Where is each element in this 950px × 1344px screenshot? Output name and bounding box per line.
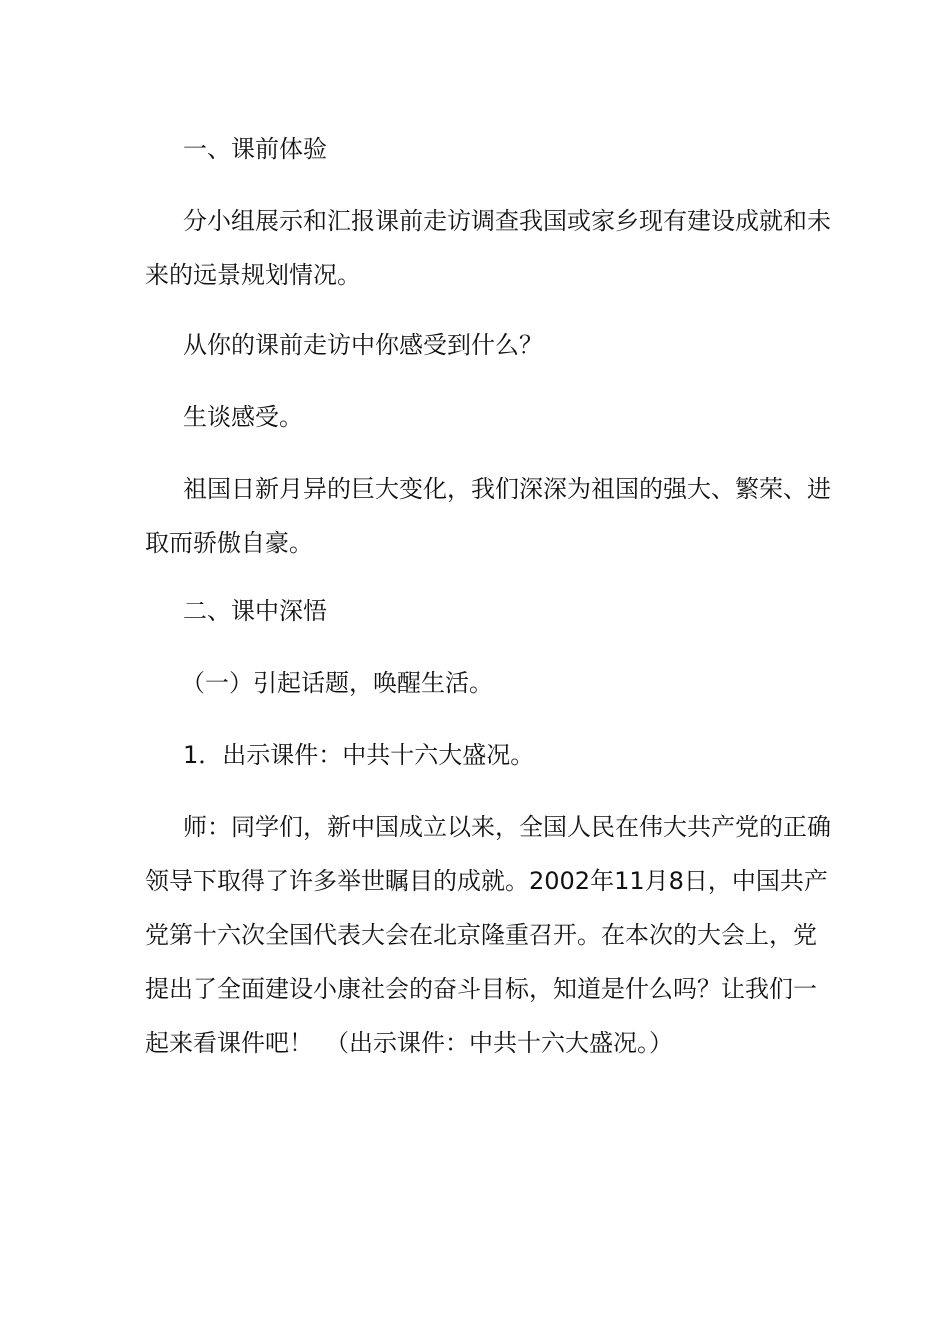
paragraph-students-share: 生谈感受。 [183, 403, 303, 431]
subsection-heading-topic: （一）引起话题，唤醒生活。 [181, 669, 493, 697]
paragraph-group-report: 分小组展示和汇报课前走访调查我国或家乡现有建设成就和未来的远景规划情况。 [145, 207, 831, 289]
paragraph-motherland-change: 祖国日新月异的巨大变化，我们深深为祖国的强大、繁荣、进取而骄傲自豪。 [145, 475, 831, 557]
section-heading-pre-class: 一、课前体验 [183, 135, 327, 163]
list-item-show-courseware: 1．出示课件：中共十六大盛况。 [183, 741, 535, 769]
section-heading-in-class: 二、课中深悟 [183, 597, 327, 625]
paragraph-question: 从你的课前走访中你感受到什么？ [183, 331, 543, 359]
paragraph-teacher-speech: 师：同学们，新中国成立以来，全国人民在伟大共产党的正确领导下取得了许多举世瞩目的成就。2002年11月8日，中国共产党第十六次全国代表大会在北京隆重召开。在本次的大会上，党提出了全面建设小康社会的奋斗目标，知道是什么吗？让我们一起来看课件吧！ （出示课件：中共十六大盛况。） [145, 813, 831, 1057]
